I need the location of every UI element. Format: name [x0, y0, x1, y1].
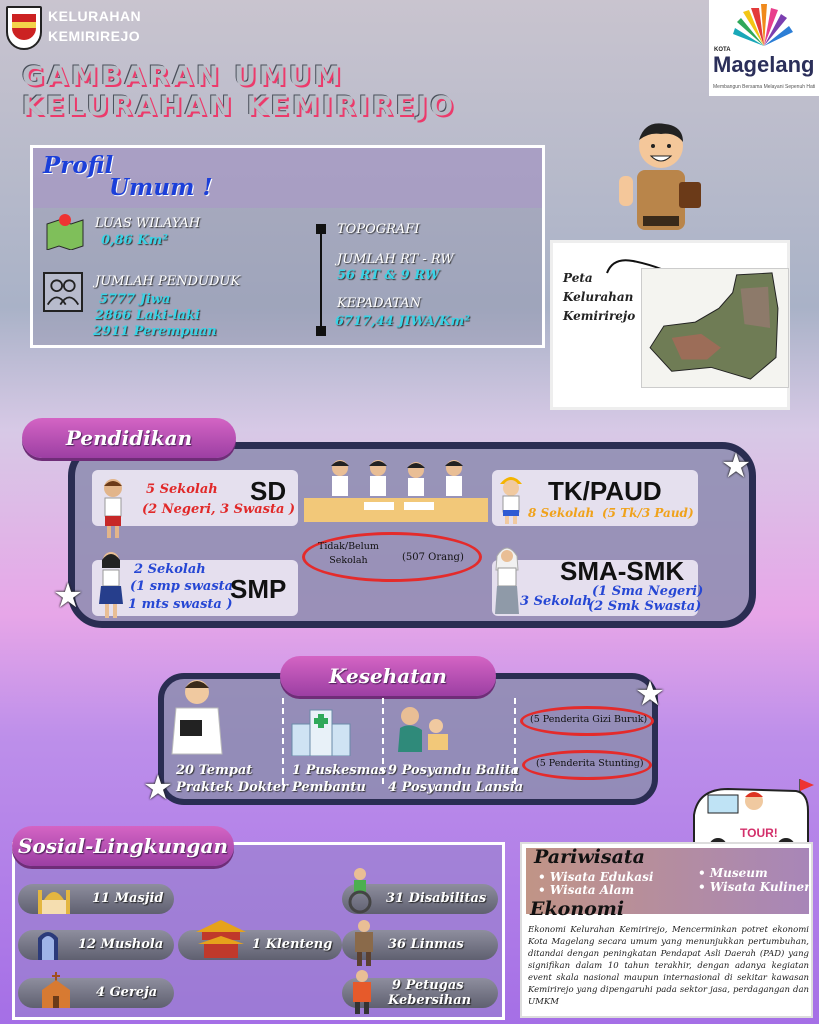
- pariwisata-item-text: Museum: [709, 866, 768, 880]
- tk-count: 8 Sekolah: [528, 506, 595, 520]
- mushola-text: 12 Mushola: [78, 937, 164, 952]
- ekonomi-text: Ekonomi Kelurahan Kemirirejo, Mencerminkan potret ekonomi Kota Magelang secara umum yang menunjukkan pertumbuhan, ditandai dengan peningkatan Pendapat Asli Daerah (PAD) yang signifikan dalam 10 tahun terakhir, dengan adanya kegiatan event skala nasional maupun internasional di sekitar kawasan Kemirirejo yang dipengaruhi pada sektor jasa, perdagangan dan UMKM: [528, 925, 809, 1007]
- gereja-text: 4 Gereja: [96, 985, 158, 1000]
- pariwisata-title: Pariwisata: [534, 846, 645, 868]
- divider-line: [320, 228, 322, 330]
- sma-detail2: (2 Smk Swasta): [588, 599, 702, 614]
- title-line1: GAMBARAN UMUM: [22, 61, 344, 92]
- kindergarten-child-icon: [496, 472, 526, 524]
- wheelchair-icon: [344, 866, 380, 914]
- divider: [282, 698, 284, 784]
- kepadatan-value: 6717,44 JIWA/Km²: [335, 314, 470, 329]
- smp-count: 2 Sekolah: [134, 562, 206, 577]
- ekonomi-title: Ekonomi: [530, 898, 625, 920]
- tour-label: TOUR!: [740, 826, 778, 840]
- profil-title1: Profil: [43, 152, 114, 179]
- posyandu-icon: [392, 702, 454, 756]
- hospital-icon: [290, 706, 352, 756]
- penduduk-laki: 2866 Laki-laki: [95, 308, 200, 323]
- peta-line1: Peta: [563, 271, 593, 285]
- profil-title2: Umum !: [109, 174, 213, 201]
- rt-rw-value: 56 RT & 9 RW: [337, 268, 440, 283]
- cleaning-worker-icon: [344, 968, 380, 1016]
- sd-count: 5 Sekolah: [146, 482, 218, 497]
- star-icon: ★: [142, 768, 174, 808]
- divider: [382, 698, 384, 784]
- klenteng-icon: [194, 918, 248, 960]
- smp-label: SMP: [230, 574, 287, 604]
- pariwisata-ekonomi-panel: [520, 842, 813, 1018]
- pariwisata-item-text: Wisata Kuliner: [709, 880, 811, 894]
- klenteng-text: 1 Klenteng: [252, 937, 333, 952]
- stunting-text: (5 Penderita Stunting): [536, 758, 644, 769]
- tk-label: TK/PAUD: [548, 476, 662, 506]
- sd-label: SD: [250, 476, 287, 506]
- linmas-officer-icon: [346, 918, 382, 968]
- petugas-line2: Kebersihan: [388, 993, 472, 1008]
- star-icon: ★: [634, 674, 666, 714]
- logo-kota: KOTA: [714, 47, 731, 53]
- tidak-sekolah-label: [318, 540, 379, 568]
- official-character-icon: [615, 118, 705, 238]
- tk-detail: (5 Tk/3 Paud): [602, 506, 694, 520]
- penduduk-total: 5777 Jiwa: [99, 292, 171, 307]
- peta-line2: Kelurahan: [563, 290, 634, 304]
- kota-magelang-crest-icon: [6, 6, 42, 50]
- pariwisata-item-text: Wisata Edukasi: [549, 870, 654, 884]
- dokter-line2: Praktek Dokter: [176, 780, 288, 795]
- penduduk-perempuan: 2911 Perempuan: [93, 324, 217, 339]
- gizi-buruk-text: (5 Penderita Gizi Buruk): [530, 714, 648, 725]
- sunburst-logo-icon: [731, 4, 797, 48]
- sma-label: SMA-SMK: [560, 556, 685, 586]
- penduduk-label: JUMLAH PENDUDUK: [95, 274, 241, 289]
- divider: [514, 698, 516, 784]
- tidak-sekolah-label1: Tidak/Belum: [318, 541, 379, 552]
- kepadatan-label: KEPADATAN: [337, 296, 421, 311]
- dokter-line1: 20 Tempat: [176, 763, 253, 778]
- star-icon: ★: [52, 576, 84, 616]
- mushola-icon: [30, 926, 66, 962]
- logo-name: Magelang: [713, 52, 815, 77]
- logo-slogan: Membangun Bersama Melayani Sepenuh Hati: [713, 84, 816, 90]
- magelang-logo: [709, 0, 819, 96]
- title-line2: KELURAHAN KEMIRIREJO: [22, 91, 457, 122]
- pariwisata-item: • Museum: [698, 866, 768, 880]
- tidak-sekolah-label2: Sekolah: [329, 555, 368, 566]
- sma-detail1: (1 Sma Negeri): [592, 584, 704, 599]
- page-title: [22, 62, 456, 122]
- map-area-icon: [45, 212, 85, 250]
- student-hijab-icon: [492, 540, 522, 616]
- kelurahan-line1: KELURAHAN: [48, 8, 142, 24]
- star-icon: ★: [720, 446, 752, 486]
- smp-detail2: 1 mts swasta ): [128, 597, 233, 612]
- luas-value: 0,86 Km²: [101, 233, 168, 248]
- student-girl-icon: [96, 550, 126, 620]
- pariwisata-item: • Wisata Edukasi: [538, 870, 654, 884]
- profil-umum-panel: [30, 145, 545, 348]
- sosial-title: Sosial-Lingkungan: [12, 826, 234, 866]
- kelurahan-map-image[interactable]: [641, 268, 789, 388]
- church-icon: [38, 972, 74, 1008]
- pariwisata-item: • Wisata Kuliner: [698, 880, 811, 894]
- kelurahan-line2: KEMIRIREJO: [48, 28, 141, 44]
- masjid-text: 11 Masjid: [92, 891, 164, 906]
- kesehatan-title: Kesehatan: [280, 656, 496, 696]
- rt-rw-label: JUMLAH RT - RW: [337, 252, 454, 267]
- puskesmas-line1: 1 Puskesmas: [292, 763, 387, 778]
- pendidikan-title: Pendidikan: [22, 418, 236, 458]
- student-boy-icon: [98, 476, 128, 540]
- sma-count: 3 Sekolah: [520, 594, 592, 609]
- kelurahan-name: [48, 6, 141, 46]
- topografi-label: TOPOGRAFI: [337, 222, 420, 237]
- puskesmas-line2: Pembantu: [292, 780, 366, 795]
- peta-line3: Kemirirejo: [563, 309, 636, 323]
- sd-detail: (2 Negeri, 3 Swasta ): [142, 502, 296, 517]
- pariwisata-item-text: Wisata Alam: [549, 883, 635, 897]
- doctor-icon: [166, 676, 228, 756]
- smp-detail1: (1 smp swasta: [130, 579, 234, 594]
- linmas-text: 36 Linmas: [388, 937, 464, 952]
- tidak-sekolah-value: (507 Orang): [402, 552, 464, 563]
- divider-dot-bottom: [316, 326, 326, 336]
- students-illustration-icon: [304, 454, 488, 524]
- disabilitas-text: 31 Disabilitas: [386, 891, 487, 906]
- peta-panel: [550, 240, 790, 410]
- population-icon: [43, 272, 83, 312]
- divider-dot-top: [316, 224, 326, 234]
- luas-label: LUAS WILAYAH: [95, 216, 201, 231]
- pariwisata-item: • Wisata Alam: [538, 883, 635, 897]
- posyandu-line1: 9 Posyandu Balita: [388, 763, 520, 778]
- mosque-icon: [36, 880, 72, 916]
- petugas-line1: 9 Petugas: [392, 978, 464, 993]
- posyandu-line2: 4 Posyandu Lansia: [388, 780, 524, 795]
